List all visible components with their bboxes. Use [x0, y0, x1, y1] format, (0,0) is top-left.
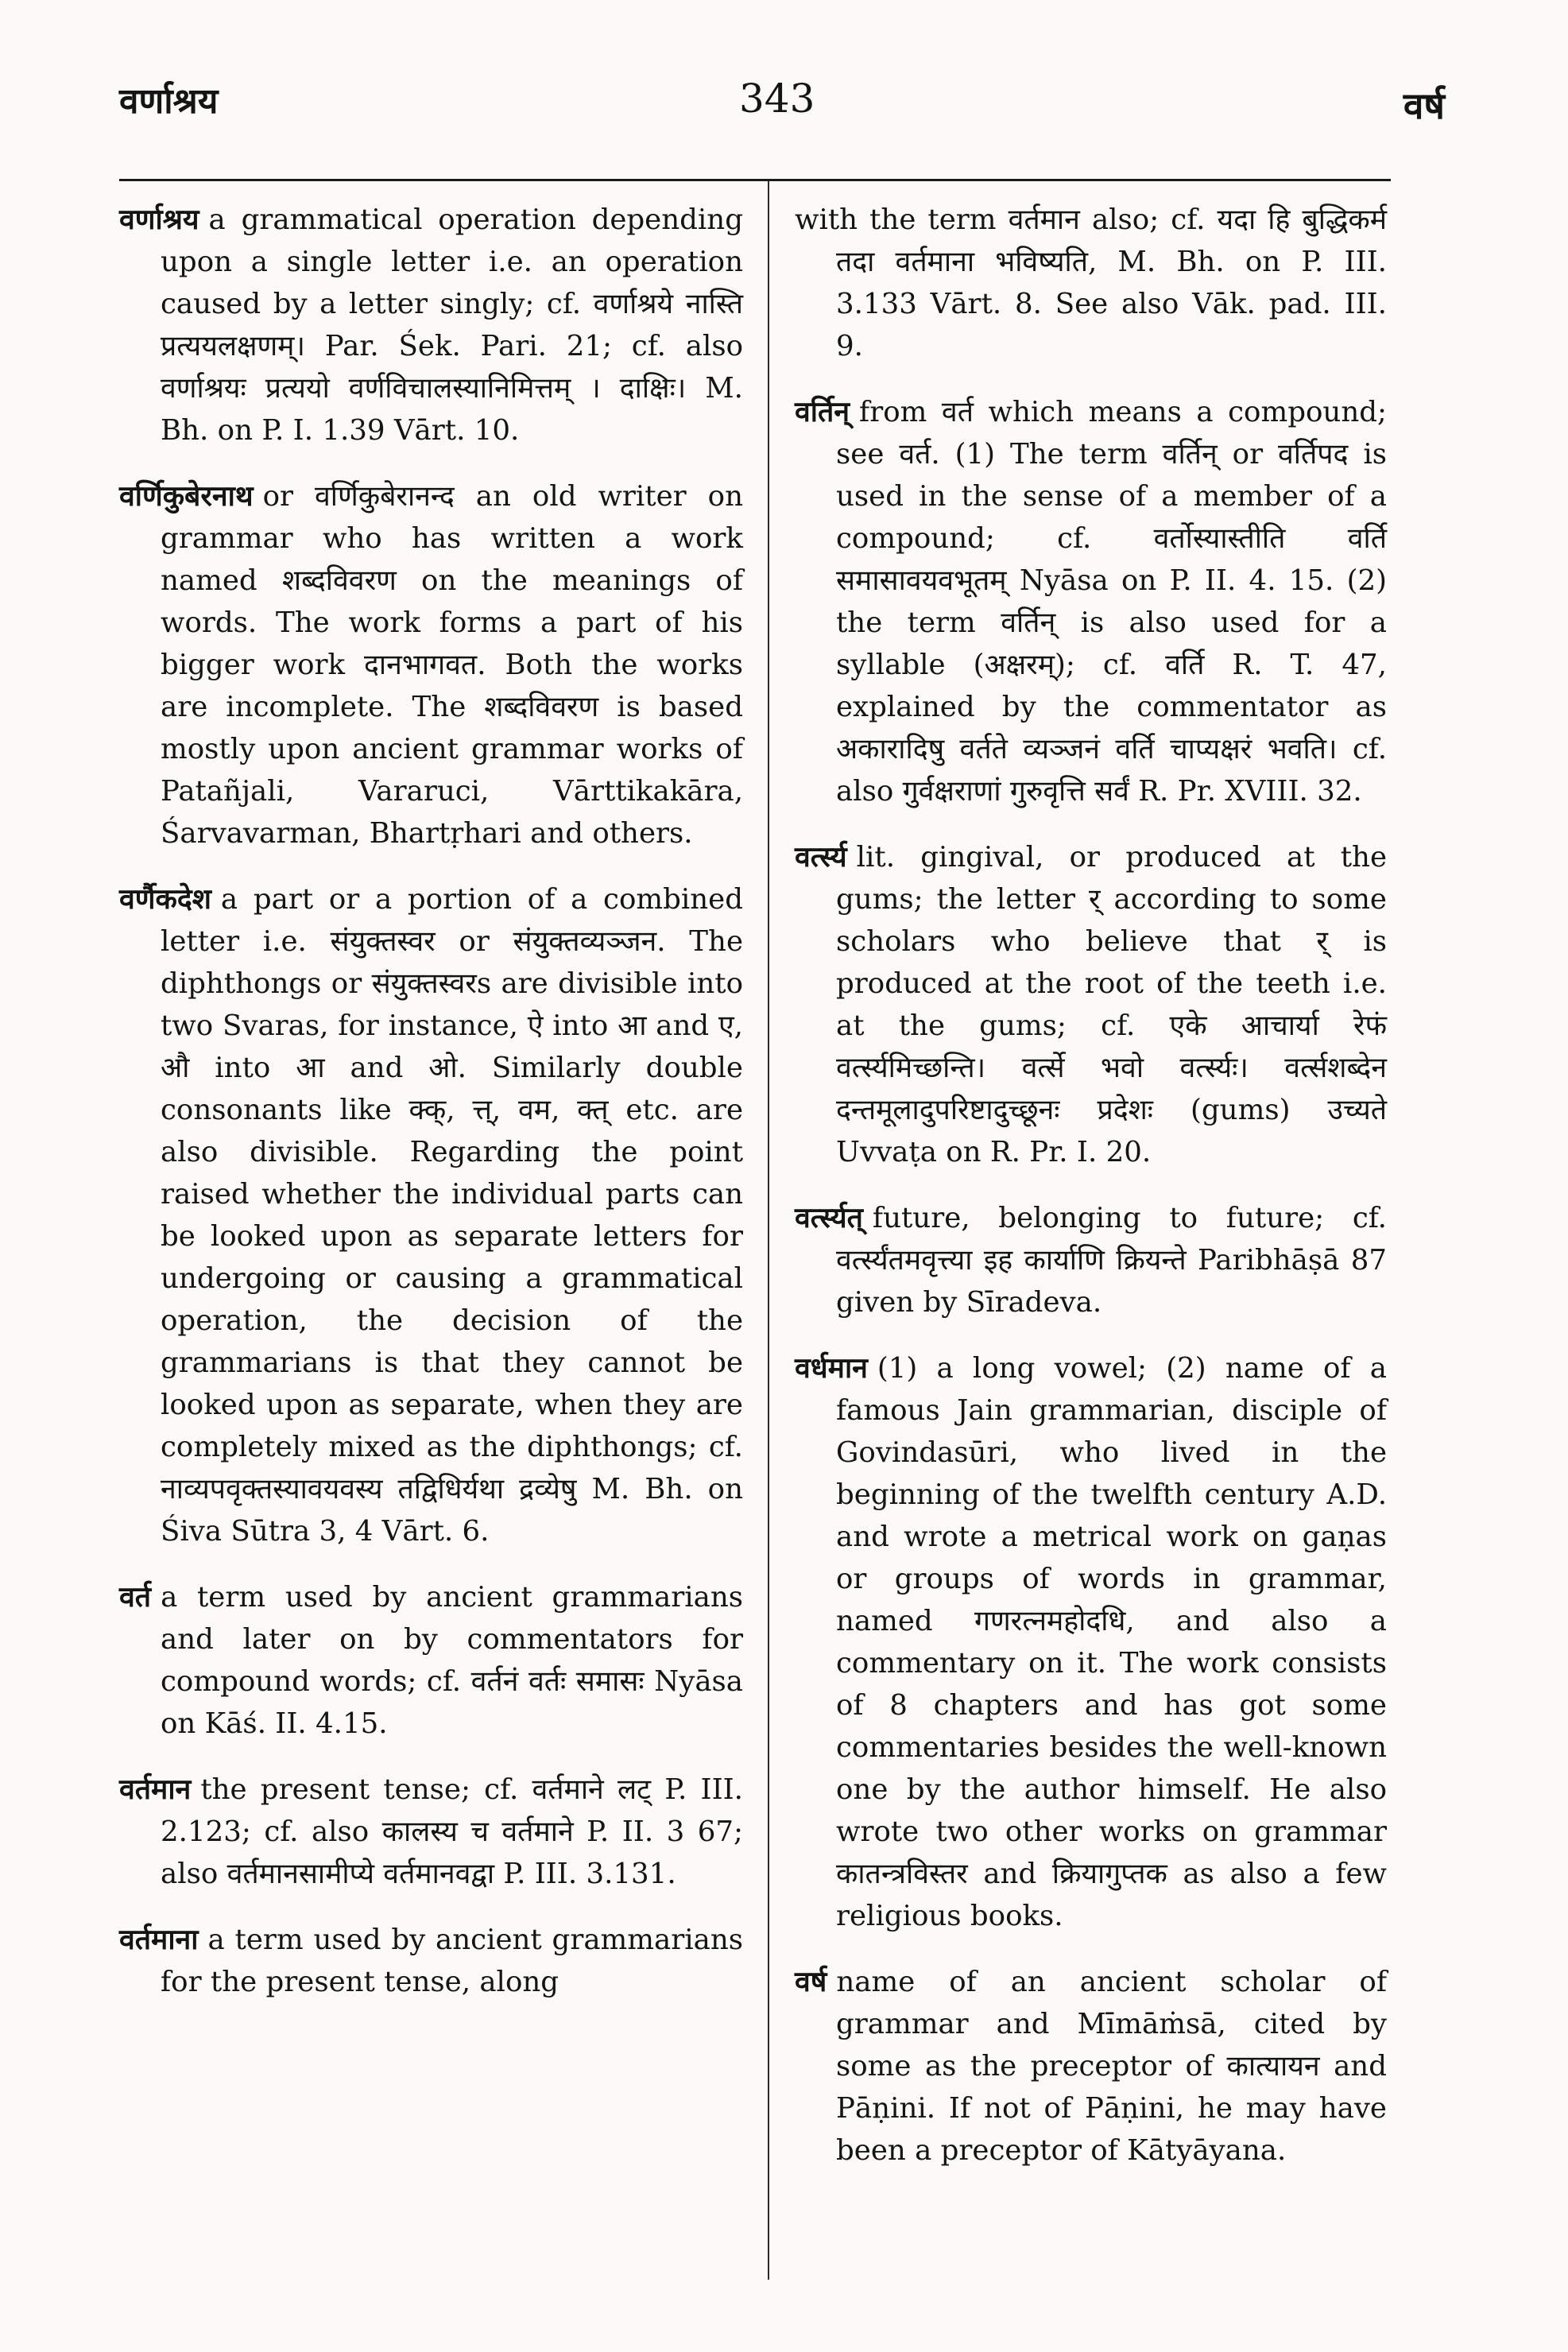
entry-headword: वर्तमान	[119, 1773, 192, 1806]
dictionary-entry	[795, 1961, 1387, 2172]
page-header	[0, 76, 1568, 139]
left-column	[119, 199, 743, 2027]
entry-text: (1) a long vowel; (2) name of a famous Jain grammarian, disciple of Govindasūri, who lived in the beginning of the twelfth century A.D. and wrote a metrical work on gaṇas or groups of words in grammar, named गणरत्नमहोदधि, and also a commentary on it. The work consists of 8 chapters and has got some commentaries besides the well-known one by the author himself. He also wrote two other works on grammar कातन्त्रविस्तर and क्रियागुप्तक as also a few religious books.	[836, 1352, 1387, 1932]
entry-headword: वर्णैकदेश	[119, 883, 211, 916]
entry-text: a term used by ancient grammarians and later on by commentators for compound words; cf. वर्तनं वर्तः समासः Nyāsa on Kāś. II. 4.15.	[161, 1581, 743, 1740]
dictionary-entry	[795, 1197, 1387, 1323]
running-head-left: वर्णाश्रय	[119, 81, 219, 122]
page-number: 343	[739, 76, 815, 122]
entry-text: a term used by ancient grammarians for the present tense, along	[161, 1924, 743, 1998]
entry-text: the present tense; cf. वर्तमाने लट् P. III. 2.123; cf. also कालस्य च वर्तमाने P. II. 3 67; also वर्तमानसामीप्ये वर्तमानवद्वा P. III. 3.131.	[161, 1773, 743, 1890]
column-divider	[768, 181, 769, 2280]
dictionary-entry	[119, 878, 743, 1552]
dictionary-entry	[119, 1576, 743, 1745]
entry-headword: वर्त	[119, 1581, 152, 1614]
entry-headword: वर्त्स्यत्	[795, 1202, 863, 1234]
entry-headword: वर्तमाना	[119, 1924, 199, 1956]
entry-headword: वर्णाश्रय	[119, 203, 199, 236]
entry-text: a part or a portion of a combined letter i.e. संयुक्तस्वर or संयुक्तव्यञ्जन. The diphthongs or संयुक्तस्वरs are divisible into two Svaras, for instance, ऐ into आ and ए, औ into आ and ओ. Similarly double consonants like क्क्, त्त्, वम, क्त् etc. are also divisible. Regarding the point raised whether the individual parts can be looked upon as separate letters for undergoing or causing a grammatical operation, the decision of the grammarians is that they cannot be looked upon as separate, when they are completely mixed as the diphthongs; cf. नाव्यपवृक्तस्यावयवस्य तद्विधिर्यथा द्रव्येषु M. Bh. on Śiva Sūtra 3, 4 Vārt. 6.	[161, 883, 743, 1548]
dictionary-entry	[119, 1919, 743, 2003]
entry-headword: वर्धमान	[795, 1352, 868, 1385]
dictionary-entry	[119, 1769, 743, 1895]
entry-text: or वर्णिकुबेरानन्द an old writer on grammar who has written a work named शब्दविवरण on the meanings of words. The work forms a part of his bigger work दानभागवत. Both the works are incomplete. The शब्दविवरण is based mostly upon ancient grammar works of Patañjali, Vararuci, Vārttikakāra, Śarvavarman, Bhartṛhari and others.	[161, 480, 743, 850]
entry-text: with the term वर्तमान also; cf. यदा हि बुद्धिकर्म तदा वर्तमाना भविष्यति, M. Bh. on P. III. 3.133 Vārt. 8. See also Vāk. pad. III. 9.	[795, 203, 1387, 362]
entry-headword: वर्णिकुबेरनाथ	[119, 480, 254, 513]
entry-headword: वर्ष	[795, 1966, 827, 1998]
entry-text: lit. gingival, or produced at the gums; the letter र् according to some scholars who believe that र् is produced at the root of the teeth i.e. at the gums; cf. एके आचार्या रेफं वर्त्स्यमिच्छन्ति। वर्त्से भवो वर्त्स्यः। वर्त्सशब्देन दन्तमूलादुपरिष्टादुच्छूनः प्रदेशः (gums) उच्यते Uvvaṭa on R. Pr. I. 20.	[836, 841, 1387, 1168]
dictionary-entry	[795, 1347, 1387, 1937]
header-rule	[119, 179, 1391, 181]
dictionary-entry	[795, 836, 1387, 1173]
entry-text: a grammatical operation depending upon a single letter i.e. an operation caused by a letter singly; cf. वर्णाश्रये नास्ति प्रत्ययलक्षणम्। Par. Śek. Pari. 21; cf. also वर्णाश्रयः प्रत्ययो वर्णविचालस्यानिमित्तम् । दाक्षिः। M. Bh. on P. I. 1.39 Vārt. 10.	[161, 203, 743, 447]
dictionary-entry	[795, 391, 1387, 812]
entry-text: name of an ancient scholar of grammar and Mīmāṁsā, cited by some as the preceptor of कात्यायन and Pāṇini. If not of Pāṇini, he may have been a preceptor of Kātyāyana.	[836, 1966, 1387, 2167]
entry-text: future, belonging to future; cf. वर्त्स्यंतमवृत्त्या इह कार्याणि क्रियन्ते Paribhāṣā 87 given by Sīradeva.	[836, 1202, 1387, 1319]
entry-headword: वर्तिन्	[795, 396, 850, 428]
dictionary-entry-continuation	[795, 199, 1387, 367]
dictionary-entry	[119, 475, 743, 854]
entry-text: from वर्त which means a compound; see वर्त. (1) The term वर्तिन् or वर्तिपद is used in the sense of a member of a compound; cf. वर्तोस्यास्तीति वर्ति समासावयवभूतम् Nyāsa on P. II. 4. 15. (2) the term वर्तिन् is also used for a syllable (अक्षरम्); cf. वर्ति R. T. 47, explained by the commentator as अकारादिषु वर्तते व्यञ्जनं वर्ति चाप्यक्षरं भवति। cf. also गुर्वक्षराणां गुरुवृत्ति सर्वं R. Pr. XVIII. 32.	[836, 396, 1387, 808]
running-head-right: वर्ष	[1403, 84, 1445, 127]
dictionary-entry	[119, 199, 743, 451]
entry-headword: वर्त्स्य	[795, 841, 847, 874]
right-column	[795, 199, 1387, 2195]
